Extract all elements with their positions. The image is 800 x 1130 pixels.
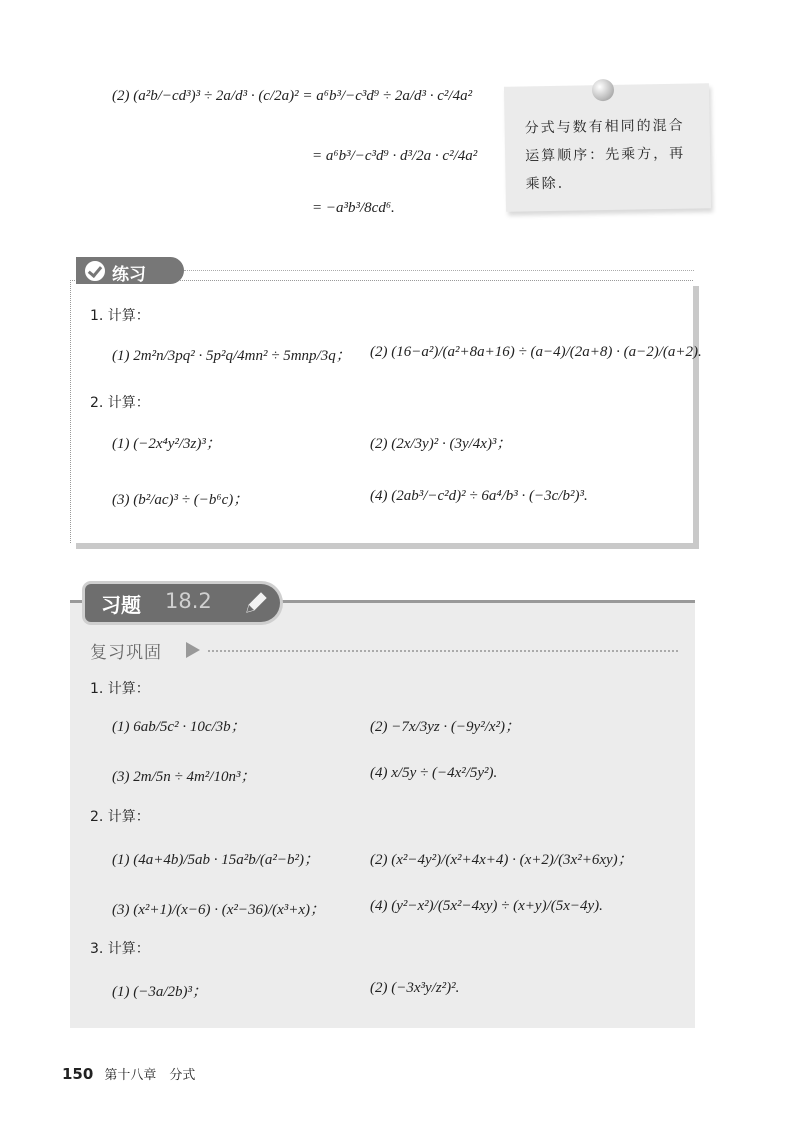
exercise-q1-item-1: (1) 6ab/5c² · 10c/3b； (112, 719, 246, 735)
practice-q2-heading: 2. 计算： (90, 395, 150, 411)
review-section-label: 复习巩固 (90, 643, 162, 663)
pencil-icon (243, 590, 269, 616)
exercise-q3-heading: 3. 计算： (90, 941, 150, 957)
exercise-q1-item-3: (3) 2m/5n ÷ 4m²/10n³； (112, 769, 256, 785)
example-line-2: = a⁶b³/−c³d⁹ · d³/2a · c²/4a² (312, 148, 478, 164)
exercise-q3-item-2: (2) (−3x³y/z²)². (370, 980, 460, 996)
page-number: 150 (62, 1065, 94, 1083)
exercise-q2-item-4: (4) (y²−x²)/(5x²−4xy) ÷ (x+y)/(5x−4y). (370, 898, 603, 914)
exercise-q1-item-2: (2) −7x/3yz · (−9y²/x²)； (370, 719, 521, 735)
practice-q1-heading: 1. 计算： (90, 308, 150, 324)
practice-q2-item-1: (1) (−2x⁴y²/3z)³； (112, 436, 221, 452)
page-footer (62, 1064, 195, 1083)
example-line-1: (2) (a²b/−cd³)³ ÷ 2a/d³ · (c/2a)² = a⁶b³/−c³d⁹ ÷ 2a/d³ · c²/4a² (112, 88, 473, 104)
exercise-q2-heading: 2. 计算： (90, 809, 150, 825)
tip-note (504, 83, 711, 212)
exercises-panel (70, 603, 695, 1028)
chapter-title: 第十八章 分式 (104, 1068, 196, 1083)
exercises-tab (85, 584, 280, 622)
practice-q2-item-2: (2) (2x/3y)² · (3y/4x)³； (370, 436, 512, 452)
exercise-q1-item-4: (4) x/5y ÷ (−4x²/5y²). (370, 765, 498, 781)
exercise-q2-item-3: (3) (x²+1)/(x−6) · (x²−36)/(x³+x)； (112, 902, 326, 918)
exercises-number: 18.2 (165, 589, 212, 613)
exercise-q2-item-1: (1) (4a+4b)/5ab · 15a²b/(a²−b²)； (112, 852, 320, 868)
exercise-q1-heading: 1. 计算： (90, 681, 150, 697)
exercise-q3-item-1: (1) (−3a/2b)³； (112, 984, 208, 1000)
exercise-q2-item-2: (2) (x²−4y²)/(x²+4x+4) · (x+2)/(3x²+6xy)； (370, 852, 633, 868)
practice-q1-item-2: (2) (16−a²)/(a²+8a+16) ÷ (a−4)/(2a+8) · (a−2)/(a+2). (370, 344, 702, 360)
arrow-right-icon (186, 642, 200, 658)
practice-header-rule (184, 270, 694, 271)
pushpin-icon (592, 79, 614, 101)
practice-q2-item-4: (4) (2ab³/−c²d)² ÷ 6a⁴/b³ · (−3c/b²)³. (370, 488, 588, 504)
example-line-3: = −a³b³/8cd⁶. (312, 200, 395, 216)
review-rule (208, 650, 678, 652)
exercises-title: 习题 (101, 593, 141, 617)
practice-q1-item-1: (1) 2m²n/3pq² · 5p²q/4mn² ÷ 5mnp/3q； (112, 348, 351, 364)
practice-q2-item-3: (3) (b²/ac)³ ÷ (−b⁶c)； (112, 492, 249, 508)
practice-title: 练习 (112, 265, 146, 285)
check-icon (84, 260, 106, 282)
practice-tab (76, 257, 184, 284)
tip-text: 分式与数有相同的混合运算顺序：先乘方，再乘除. (524, 117, 686, 193)
